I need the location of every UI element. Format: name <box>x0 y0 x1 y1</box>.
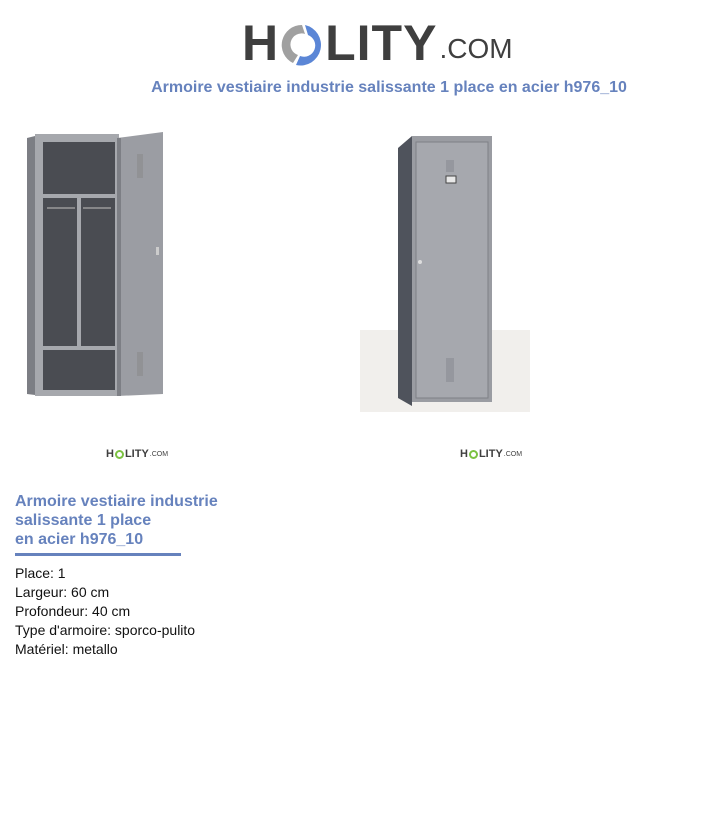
product-title-line: salissante 1 place <box>15 512 152 529</box>
spec-material: Matériel: metallo <box>15 641 118 657</box>
product-title-line: Armoire vestiaire industrie <box>15 493 218 510</box>
product-title <box>15 492 245 549</box>
spec-depth: Profondeur: 40 cm <box>15 603 131 619</box>
spec-place: Place: 1 <box>15 565 66 581</box>
product-image-open[interactable] <box>25 132 165 398</box>
logo-ring-icon <box>281 22 323 64</box>
logo-text-lity: LITY <box>325 15 438 71</box>
page-title: Armoire vestiaire industrie salissante 1 place en acier h976_10 <box>151 79 627 96</box>
watermark-suffix: .COM <box>503 450 523 458</box>
product-image-closed[interactable] <box>360 130 530 412</box>
product-title-line: en acier h976_10 <box>15 531 144 548</box>
logo-suffix: .COM <box>439 33 513 64</box>
spec-type: Type d'armoire: sporco-pulito <box>15 622 196 638</box>
watermark-text: H <box>106 448 114 460</box>
logo-text-h: H <box>242 15 280 71</box>
image-watermark-logo <box>460 448 522 460</box>
watermark-text: H <box>460 448 468 460</box>
watermark-ring-icon <box>115 450 124 459</box>
product-specs <box>15 564 195 659</box>
watermark-ring-icon <box>469 450 478 459</box>
title-underline <box>15 553 181 556</box>
watermark-suffix: .COM <box>149 450 169 458</box>
watermark-text: LITY <box>124 448 149 460</box>
spec-width: Largeur: 60 cm <box>15 584 110 600</box>
image-watermark-logo <box>106 448 168 460</box>
holity-logo[interactable] <box>242 12 513 71</box>
watermark-text: LITY <box>478 448 503 460</box>
